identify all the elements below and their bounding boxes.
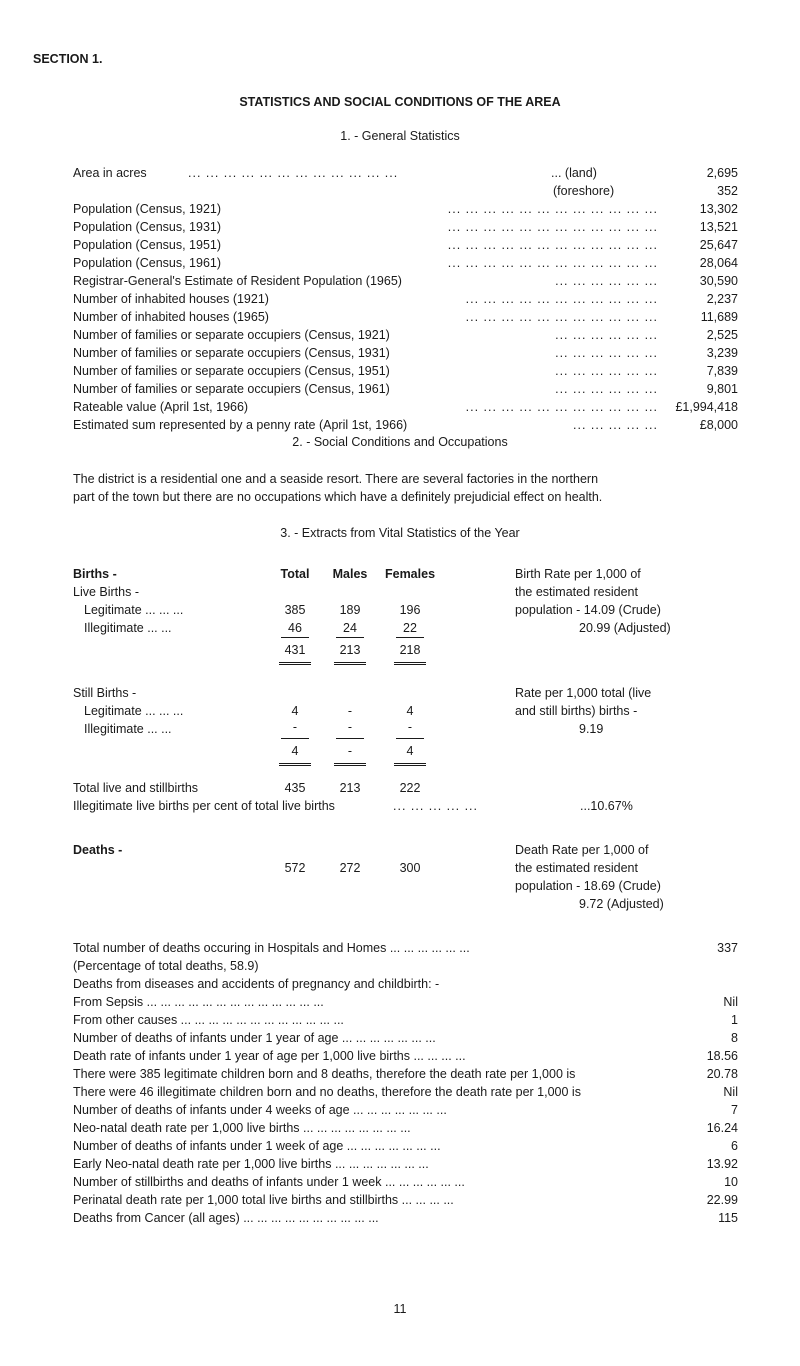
general-stat-row xyxy=(73,274,738,291)
area-land-row xyxy=(73,166,738,183)
still-double-rule-males xyxy=(334,763,366,766)
death-rate-line-3: population - 18.69 (Crude) xyxy=(515,879,661,893)
general-stat-label: Number of families or separate occupiers (Census, 1951) xyxy=(73,364,390,378)
death-rate-line-4: 9.72 (Adjusted) xyxy=(579,897,664,911)
total-live-still-total: 435 xyxy=(284,781,306,795)
general-stat-dots: ... ... ... ... ... ... ... ... ... ... ... xyxy=(465,400,658,414)
further-stat-row xyxy=(73,941,738,958)
further-stat-row xyxy=(73,995,738,1012)
general-stat-label: Number of families or separate occupiers (Census, 1961) xyxy=(73,382,390,396)
general-stat-row xyxy=(73,328,738,345)
further-stat-row xyxy=(73,1031,738,1048)
live-legit-males: 189 xyxy=(339,603,361,617)
general-stat-row xyxy=(73,382,738,399)
further-stat-label: Death rate of infants under 1 year of age per 1,000 live births ... ... ... ... xyxy=(73,1049,466,1063)
area-foreshore-row xyxy=(73,184,738,201)
vital-heading: 3. - Extracts from Vital Statistics of the Year xyxy=(280,526,520,540)
social-paragraph-line-2: part of the town but there are no occupations which have a definitely prejudicial effect on health. xyxy=(73,490,603,504)
general-stat-dots: ... ... ... ... ... ... xyxy=(555,274,658,288)
deaths-males: 272 xyxy=(339,861,361,875)
col-total-header: Total xyxy=(280,567,310,581)
further-stat-label: Number of deaths of infants under 1 year of age ... ... ... ... ... ... ... xyxy=(73,1031,436,1045)
death-rate-line-1: Death Rate per 1,000 of xyxy=(515,843,649,857)
deaths-females: 300 xyxy=(399,861,421,875)
general-stat-value: 25,647 xyxy=(699,238,738,252)
general-stat-value: 3,239 xyxy=(706,346,738,360)
further-stat-value: 18.56 xyxy=(706,1049,738,1063)
still-illegit-females: - xyxy=(407,720,413,734)
still-sum-total: 4 xyxy=(291,744,299,758)
still-rate-line-1: Rate per 1,000 total (live xyxy=(515,686,652,700)
general-stat-row xyxy=(73,256,738,273)
live-illegit-males: 24 xyxy=(343,621,357,635)
further-stat-value: 337 xyxy=(717,941,738,955)
live-double-rule-females xyxy=(394,662,426,665)
general-stat-value: 7,839 xyxy=(706,364,738,378)
general-stat-label: Population (Census, 1921) xyxy=(73,202,222,216)
birth-rate-line-4: 20.99 (Adjusted) xyxy=(579,621,671,635)
further-stat-row xyxy=(73,1157,738,1174)
illegit-percent-label: Illegitimate live births per cent of total live births xyxy=(73,799,335,813)
still-illegit-total: - xyxy=(292,720,298,734)
total-live-still-males: 213 xyxy=(339,781,361,795)
still-sum-males: - xyxy=(347,744,353,758)
general-stat-value: 9,801 xyxy=(706,382,738,396)
general-stat-row xyxy=(73,418,738,435)
further-stat-row xyxy=(73,1139,738,1156)
further-stat-label: From other causes ... ... ... ... ... ... ... ... ... ... ... ... xyxy=(73,1013,344,1027)
live-double-rule-total xyxy=(279,662,311,665)
illegitimate-label: Illegitimate ... ... xyxy=(84,621,172,635)
further-stat-value: 20.78 xyxy=(706,1067,738,1081)
live-underline-females xyxy=(396,637,424,638)
illegit-percent-dots: ... ... ... ... ... xyxy=(393,799,478,813)
area-label: Area in acres xyxy=(73,166,147,180)
still-births-label: Still Births - xyxy=(73,686,137,700)
still-double-rule-total xyxy=(279,763,311,766)
further-stat-row xyxy=(73,1193,738,1210)
further-stat-value: 8 xyxy=(731,1031,738,1045)
further-stat-label: Deaths from Cancer (all ages) ... ... ... ... ... ... ... ... ... ... xyxy=(73,1211,379,1225)
section-heading: SECTION 1. xyxy=(33,52,103,66)
further-stat-value: 1 xyxy=(731,1013,738,1027)
birth-rate-line-1: Birth Rate per 1,000 of xyxy=(515,567,641,581)
general-stat-value: £8,000 xyxy=(699,418,738,432)
further-stat-label: Deaths from diseases and accidents of pregnancy and childbirth: - xyxy=(73,977,440,991)
further-stat-label: Number of deaths of infants under 1 week of age ... ... ... ... ... ... ... xyxy=(73,1139,441,1153)
live-legit-females: 196 xyxy=(399,603,421,617)
deaths-total: 572 xyxy=(284,861,306,875)
illegit-percent-value: ...10.67% xyxy=(580,799,633,813)
live-underline-total xyxy=(281,637,309,638)
further-stat-row xyxy=(73,1049,738,1066)
general-stat-dots: ... ... ... ... ... ... ... ... ... ... ... ... xyxy=(447,238,658,252)
still-underline-females xyxy=(396,738,424,739)
further-stat-value: 22.99 xyxy=(706,1193,738,1207)
general-stat-dots: ... ... ... ... ... xyxy=(573,418,658,432)
birth-rate-line-3: population - 14.09 (Crude) xyxy=(515,603,661,617)
further-stat-label: Perinatal death rate per 1,000 total live births and stillbirths ... ... ... ... xyxy=(73,1193,454,1207)
further-stat-row xyxy=(73,1067,738,1084)
general-stat-dots: ... ... ... ... ... ... ... ... ... ... ... ... xyxy=(447,220,658,234)
general-stat-dots: ... ... ... ... ... ... ... ... ... ... ... xyxy=(465,292,658,306)
still-underline-males xyxy=(336,738,364,739)
still-underline-total xyxy=(281,738,309,739)
live-legit-total: 385 xyxy=(284,603,306,617)
live-sum-total: 431 xyxy=(284,643,306,657)
further-stat-row xyxy=(73,1085,738,1102)
further-stat-value: 13.92 xyxy=(706,1157,738,1171)
further-stat-label: (Percentage of total deaths, 58.9) xyxy=(73,959,259,973)
still-legit-total: 4 xyxy=(291,704,299,718)
social-heading: 2. - Social Conditions and Occupations xyxy=(292,435,508,449)
general-stat-row xyxy=(73,400,738,417)
area-land-label: ... (land) xyxy=(551,166,597,180)
further-stat-value: 10 xyxy=(724,1175,738,1189)
general-stat-value: 11,689 xyxy=(700,310,738,324)
general-stat-row xyxy=(73,292,738,309)
main-title: STATISTICS AND SOCIAL CONDITIONS OF THE AREA xyxy=(239,95,561,109)
further-stat-row xyxy=(73,1175,738,1192)
general-stat-label: Number of inhabited houses (1921) xyxy=(73,292,269,306)
general-stat-row xyxy=(73,220,738,237)
further-stat-value: 16.24 xyxy=(706,1121,738,1135)
general-stat-label: Population (Census, 1931) xyxy=(73,220,222,234)
live-sum-females: 218 xyxy=(399,643,421,657)
general-stat-value: 2,525 xyxy=(706,328,738,342)
col-females-header: Females xyxy=(384,567,436,581)
area-dots: ... ... ... ... ... ... ... ... ... ... ... ... xyxy=(188,166,399,180)
area-foreshore-value: 352 xyxy=(717,184,738,198)
general-stat-dots: ... ... ... ... ... ... xyxy=(555,346,658,360)
further-stat-value: 115 xyxy=(718,1211,738,1225)
general-stat-label: Rateable value (April 1st, 1966) xyxy=(73,400,249,414)
general-stat-row xyxy=(73,202,738,219)
total-live-still-label: Total live and stillbirths xyxy=(73,781,199,795)
general-stat-value: 28,064 xyxy=(699,256,738,270)
general-stat-label: Registrar-General's Estimate of Resident Population (1965) xyxy=(73,274,402,288)
legitimate-label: Legitimate ... ... ... xyxy=(84,603,184,617)
general-stat-label: Population (Census, 1951) xyxy=(73,238,222,252)
general-stat-value: 30,590 xyxy=(699,274,738,288)
further-stat-row xyxy=(73,1013,738,1030)
still-rate-line-2: and still births) births - xyxy=(515,704,638,718)
live-births-label: Live Births - xyxy=(73,585,139,599)
general-stat-row xyxy=(73,346,738,363)
live-double-rule-males xyxy=(334,662,366,665)
general-stat-dots: ... ... ... ... ... ... xyxy=(555,328,658,342)
still-legitimate-label: Legitimate ... ... ... xyxy=(84,704,184,718)
further-stat-label: There were 385 legitimate children born and 8 deaths, therefore the death rate per 1,000 is xyxy=(73,1067,576,1081)
further-stat-label: Neo-natal death rate per 1,000 live births ... ... ... ... ... ... ... ... xyxy=(73,1121,411,1135)
further-stat-label: Number of deaths of infants under 4 weeks of age ... ... ... ... ... ... ... xyxy=(73,1103,447,1117)
col-males-header: Males xyxy=(332,567,368,581)
general-stat-value: 2,237 xyxy=(706,292,738,306)
further-stat-value: Nil xyxy=(723,1085,738,1099)
further-stat-label: From Sepsis ... ... ... ... ... ... ... ... ... ... ... ... ... xyxy=(73,995,324,1009)
total-live-still-females: 222 xyxy=(399,781,421,795)
still-double-rule-females xyxy=(394,763,426,766)
further-stat-row xyxy=(73,1121,738,1138)
general-stat-dots: ... ... ... ... ... ... ... ... ... ... ... ... xyxy=(447,202,658,216)
general-stat-label: Number of inhabited houses (1965) xyxy=(73,310,269,324)
general-stat-value: 13,521 xyxy=(699,220,738,234)
general-statistics-heading: 1. - General Statistics xyxy=(340,129,460,143)
still-legit-females: 4 xyxy=(406,704,414,718)
live-sum-males: 213 xyxy=(339,643,361,657)
social-paragraph-line-1: The district is a residential one and a seaside resort. There are several factories in the northern xyxy=(73,472,599,486)
general-stat-label: Population (Census, 1961) xyxy=(73,256,222,270)
live-underline-males xyxy=(336,637,364,638)
live-illegit-total: 46 xyxy=(288,621,302,635)
deaths-label: Deaths - xyxy=(73,843,123,857)
page-number: 11 xyxy=(393,1302,407,1316)
further-stat-label: Total number of deaths occuring in Hospitals and Homes ... ... ... ... ... ... xyxy=(73,941,470,955)
still-sum-females: 4 xyxy=(406,744,414,758)
still-illegitimate-label: Illegitimate ... ... xyxy=(84,722,172,736)
further-stat-row xyxy=(73,977,738,994)
further-stat-label: There were 46 illegitimate children born and no deaths, therefore the death rate per 1,000 is xyxy=(73,1085,581,1099)
general-stat-row xyxy=(73,364,738,381)
general-stat-label: Number of families or separate occupiers (Census, 1921) xyxy=(73,328,390,342)
further-stat-label: Early Neo-natal death rate per 1,000 live births ... ... ... ... ... ... ... xyxy=(73,1157,429,1171)
further-stat-label: Number of stillbirths and deaths of infants under 1 week ... ... ... ... ... ... xyxy=(73,1175,465,1189)
general-stat-value: 13,302 xyxy=(699,202,738,216)
general-stat-dots: ... ... ... ... ... ... xyxy=(555,382,658,396)
birth-rate-line-2: the estimated resident xyxy=(515,585,638,599)
area-foreshore-label: (foreshore) xyxy=(553,184,615,198)
death-rate-line-2: the estimated resident xyxy=(515,861,638,875)
general-stat-dots: ... ... ... ... ... ... ... ... ... ... ... xyxy=(465,310,658,324)
further-stat-value: 6 xyxy=(731,1139,738,1153)
further-stat-row xyxy=(73,1103,738,1120)
further-stat-value: 7 xyxy=(731,1103,738,1117)
general-stat-dots: ... ... ... ... ... ... xyxy=(555,364,658,378)
further-stat-row xyxy=(73,1211,738,1228)
general-stat-value: £1,994,418 xyxy=(675,400,738,414)
live-illegit-females: 22 xyxy=(403,621,417,635)
still-illegit-males: - xyxy=(347,720,353,734)
further-stat-row xyxy=(73,959,738,976)
births-label: Births - xyxy=(73,567,117,581)
general-stat-label: Number of families or separate occupiers (Census, 1931) xyxy=(73,346,390,360)
general-stat-dots: ... ... ... ... ... ... ... ... ... ... ... ... xyxy=(447,256,658,270)
still-rate-line-3: 9.19 xyxy=(579,722,604,736)
area-land-value: 2,695 xyxy=(706,166,738,180)
general-stat-row xyxy=(73,310,738,327)
still-legit-males: - xyxy=(347,704,353,718)
general-stat-row xyxy=(73,238,738,255)
further-stat-value: Nil xyxy=(723,995,738,1009)
general-stat-label: Estimated sum represented by a penny rate (April 1st, 1966) xyxy=(73,418,408,432)
